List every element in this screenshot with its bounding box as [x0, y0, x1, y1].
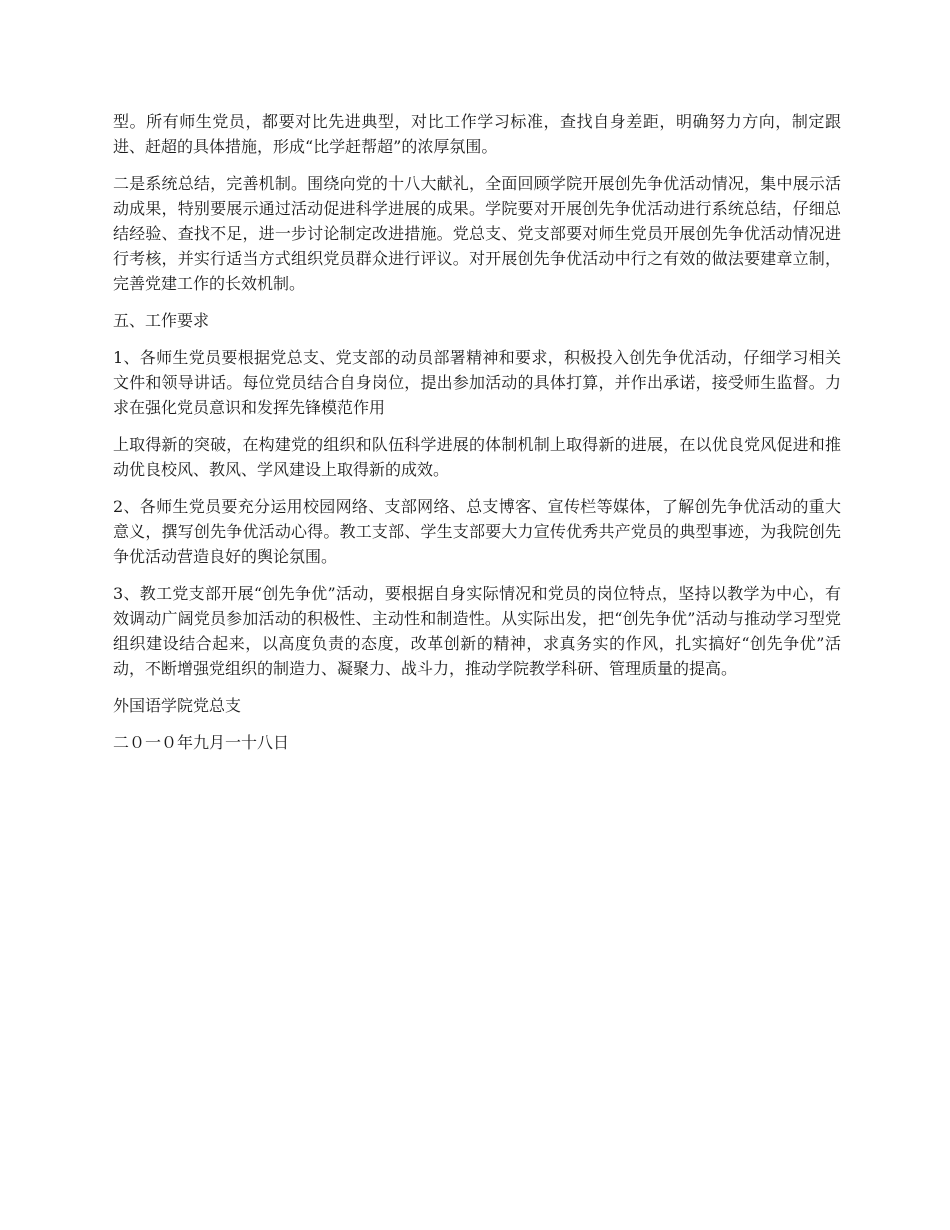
section-heading-work-requirements: 五、工作要求 — [113, 311, 210, 330]
paragraph-requirement-1: 1、各师生党员要根据党总支、党支部的动员部署精神和要求，积极投入创先争优活动，仔细学习相关文件和领导讲话。每位党员结合自身岗位，提出参加活动的具体打算，并作出承诺，接受师生监督。力求在强化党员意识和发挥先锋模范作用 — [113, 348, 841, 417]
signature-date: 二０一０年九月一十八日 — [113, 733, 290, 752]
paragraph-system-summary: 二是系统总结，完善机制。围绕向党的十八大献礼，全面回顾学院开展创先争优活动情况，集中展示活动成果，特别要展示通过活动促进科学进展的成果。学院要对开展创先争优活动进行系统总结，仔细总结经验、查找不足，进一步讨论制定改进措施。党总支、党支部要对师生党员开展创先争优活动情况进行考核，并实行适当方式组织党员群众进行评议。对开展创先争优活动中行之有效的做法要建章立制，完善党建工作的长效机制。 — [113, 174, 841, 293]
document-body — [113, 109, 841, 767]
paragraph-requirement-1-continued: 上取得新的突破，在构建党的组织和队伍科学进展的体制机制上取得新的进展，在以优良党风促进和推动优良校风、教风、学风建设上取得新的成效。 — [113, 435, 841, 479]
paragraph-typical-comparison: 型。所有师生党员，都要对比先进典型，对比工作学习标准，查找自身差距，明确努力方向，制定跟进、赶超的具体措施，形成“比学赶帮超”的浓厚氛围。 — [113, 112, 841, 156]
paragraph-requirement-3: 3、教工党支部开展“创先争优”活动，要根据自身实际情况和党员的岗位特点，坚持以教学为中心，有效调动广阔党员参加活动的积极性、主动性和制造性。从实际出发，把“创先争优”活动与推动学习型党组织建设结合起来，以高度负责的态度，改革创新的精神，求真务实的作风，扎实搞好“创先争优”活动，不断增强党组织的制造力、凝聚力、战斗力，推动学院教学科研、管理质量的提高。 — [113, 584, 841, 678]
signature-organization: 外国语学院党总支 — [113, 696, 242, 715]
paragraph-requirement-2: 2、各师生党员要充分运用校园网络、支部网络、总支博客、宣传栏等媒体，了解创先争优活动的重大意义，撰写创先争优活动心得。教工支部、学生支部要大力宣传优秀共产党员的典型事迹，为我院创先争优活动营造良好的舆论氛围。 — [113, 497, 841, 566]
